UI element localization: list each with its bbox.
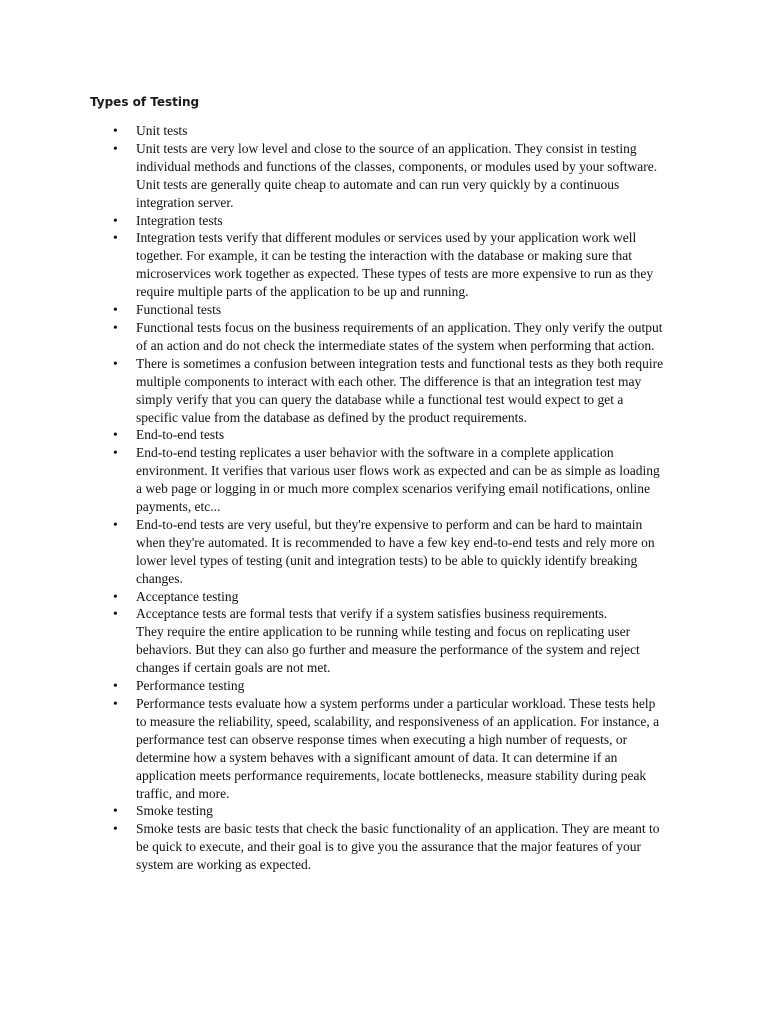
- bullet-icon: •: [113, 588, 118, 604]
- list-item-text-line: determine how a system behaves with a significant amount of data. It can determine if an: [136, 749, 618, 765]
- list-item-text-line: There is sometimes a confusion between integration tests and functional tests as they both require: [136, 355, 664, 371]
- list-item-text-line: Integration tests verify that different modules or services used by your application work well: [136, 230, 637, 246]
- list-item-text-line: together. For example, it can be testing the interaction with the database or making sure that: [136, 248, 632, 264]
- list-item: [0, 516, 674, 588]
- list-item-text-line: changes if certain goals are not met.: [136, 660, 331, 676]
- list-item: [0, 444, 674, 516]
- bullet-icon: •: [113, 302, 118, 318]
- list-item-text-line: Functional tests focus on the business requirements of an application. They only verify the output: [136, 319, 663, 335]
- bullet-icon: •: [113, 212, 118, 228]
- list-item-text-line: behaviors. But they can also go further and measure the performance of the system and reject: [136, 642, 640, 658]
- list-item: [0, 319, 674, 355]
- list-item-text-line: Performance testing: [136, 678, 245, 694]
- list-item: [0, 229, 674, 301]
- bullet-icon: •: [113, 355, 118, 371]
- list-item-text-line: lower level types of testing (unit and integration tests) to be able to quickly identify breaking: [136, 552, 638, 568]
- list-item-text-line: environment. It verifies that various user flows work as expected and can be as simple as loading: [136, 463, 660, 479]
- list-item-text-line: End-to-end tests: [136, 427, 225, 443]
- list-item: [0, 802, 674, 820]
- bullet-icon: •: [113, 140, 118, 156]
- list-item-text-line: Acceptance tests are formal tests that verify if a system satisfies business requirements.: [136, 606, 608, 622]
- list-item-text-line: application meets performance requirements, locate bottlenecks, measure stability during peak: [136, 767, 647, 783]
- bullet-icon: •: [113, 821, 118, 837]
- list-item-text-line: be quick to execute, and their goal is to give you the assurance that the major features of your: [136, 839, 641, 855]
- list-item-text-line: microservices work together as expected. These types of tests are more expensive to run as they: [136, 266, 654, 282]
- bullet-icon: •: [113, 230, 118, 246]
- bullet-icon: •: [113, 123, 118, 138]
- list-item-text-line: Functional tests: [136, 302, 222, 318]
- list-item-text-line: simply verify that you can query the database while a functional test would expect to get a: [136, 391, 624, 407]
- list-item: [0, 355, 674, 427]
- list-item-text-line: require multiple parts of the application to be up and running.: [136, 284, 469, 300]
- bullet-icon: •: [113, 696, 118, 711]
- bullet-icon: •: [113, 445, 118, 461]
- list-item-text-line: system are working as expected.: [136, 857, 312, 873]
- list-item-text-line: Acceptance testing: [136, 588, 239, 604]
- list-item-text-line: integration server.: [136, 194, 234, 210]
- list-item-text-line: Smoke tests are basic tests that check the basic functionality of an application. They are meant to: [136, 821, 660, 837]
- list-item-text-line: Unit tests are very low level and close to the source of an application. They consist in testing: [136, 140, 637, 156]
- bullet-icon: •: [113, 803, 118, 819]
- list-item-text-line: to measure the reliability, speed, scalability, and responsiveness of an application. For instance, a: [136, 713, 660, 729]
- list-item-text-line: Unit tests: [136, 123, 188, 138]
- list-item-text-line: a web page or logging in or much more complex scenarios verifying email notifications, online: [136, 481, 650, 497]
- list-item: [0, 820, 674, 874]
- list-item-text-line: Unit tests are generally quite cheap to automate and can run very quickly by a continuous: [136, 176, 620, 192]
- list-item: [0, 301, 674, 319]
- list-item-text-line: changes.: [136, 570, 183, 586]
- list-item-text-line: individual methods and functions of the classes, components, or modules used by your software.: [136, 158, 658, 174]
- document-title: Types of Testing: [90, 95, 200, 109]
- bullet-icon: •: [113, 319, 118, 335]
- list-item-text-line: when they're automated. It is recommended to have a few key end-to-end tests and rely more on: [136, 534, 655, 550]
- list-item-text-line: traffic, and more.: [136, 785, 230, 801]
- bullet-icon: •: [113, 516, 118, 532]
- list-item: [0, 122, 674, 140]
- list-item: [0, 426, 674, 444]
- list-item-text-line: specific value from the database as defined by the product requirements.: [136, 409, 527, 425]
- list-item-text-line: of an action and do not check the intermediate states of the system when performing that action.: [136, 337, 655, 353]
- list-item-text-line: payments, etc...: [136, 499, 221, 515]
- list-item: [0, 677, 674, 695]
- list-item: [0, 695, 674, 802]
- list-item: [0, 605, 674, 677]
- list-item-text-line: multiple components to interact with each other. The difference is that an integration test may: [136, 373, 642, 389]
- list-item-text-line: End-to-end tests are very useful, but they're expensive to perform and can be hard to maintain: [136, 516, 643, 532]
- list-item-text-line: Performance tests evaluate how a system performs under a particular workload. These tests help: [136, 696, 656, 711]
- list-item: [0, 140, 674, 212]
- list-item-text-line: Smoke testing: [136, 803, 213, 819]
- list-item-text-line: They require the entire application to be running while testing and focus on replicating user: [136, 624, 631, 640]
- list-item-text-line: Integration tests: [136, 212, 223, 228]
- list-item: [0, 212, 674, 230]
- bullet-icon: •: [113, 606, 118, 622]
- list-item: [0, 588, 674, 606]
- bullet-icon: •: [113, 427, 118, 443]
- list-item-text-line: End-to-end testing replicates a user behavior with the software in a complete application: [136, 445, 614, 461]
- bullet-list: [0, 122, 768, 874]
- list-item-text-line: performance test can observe response times when executing a high number of requests, or: [136, 731, 628, 747]
- bullet-icon: •: [113, 678, 118, 694]
